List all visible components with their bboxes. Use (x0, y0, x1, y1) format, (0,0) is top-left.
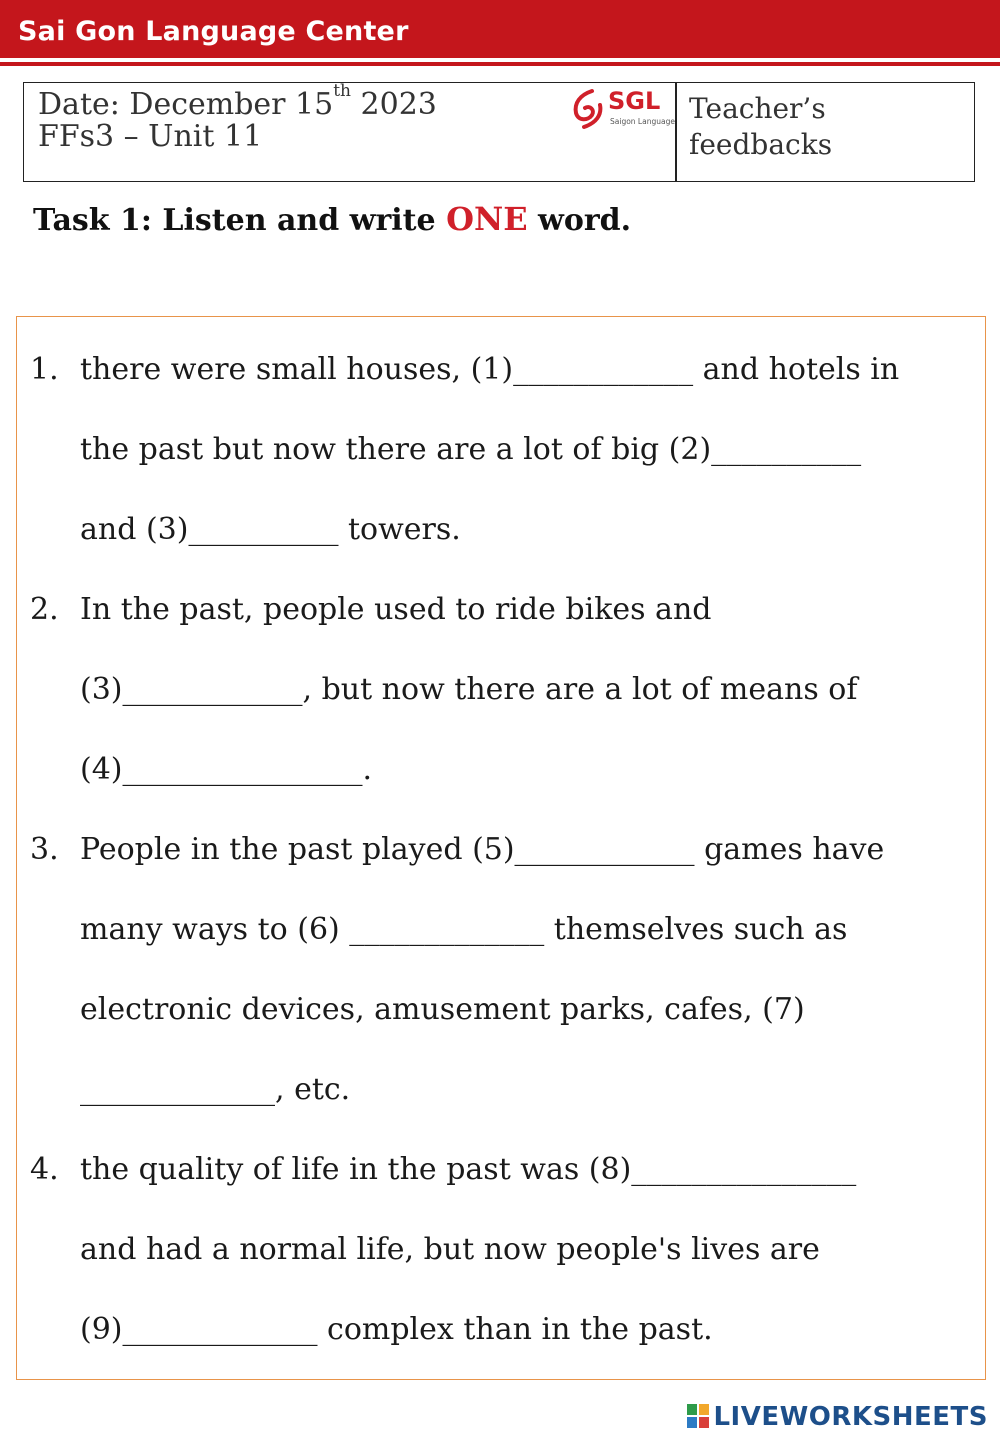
date-year: 2023 (351, 87, 437, 122)
question-2-line-2[interactable]: (3)____________, but now there are a lot of means of (80, 672, 858, 707)
feedback-line-2: feedbacks (689, 128, 833, 161)
question-4-line-3[interactable]: (9)_____________ complex than in the past. (80, 1312, 713, 1347)
question-number: 1. (30, 352, 59, 387)
feedback-line-1: Teacher’s (689, 92, 826, 125)
sgl-swirl-icon (570, 87, 608, 131)
header-column-divider (675, 83, 677, 181)
question-3-line-2[interactable]: many ways to (6) _____________ themselves such as (80, 912, 848, 947)
logo-text: SGL (608, 87, 661, 115)
task-suffix: word. (527, 203, 632, 238)
question-number: 3. (30, 832, 59, 867)
question-number: 4. (30, 1152, 59, 1187)
task-highlight: ONE (446, 200, 528, 238)
question-3-line-4[interactable]: _____________, etc. (80, 1072, 351, 1107)
date-line (38, 81, 437, 123)
question-1-line-2[interactable]: the past but now there are a lot of big (2)__________ (80, 432, 862, 467)
question-2-line-1: In the past, people used to ride bikes and (80, 592, 712, 627)
question-2-line-3[interactable]: (4)________________. (80, 752, 373, 787)
question-4-line-1[interactable]: the quality of life in the past was (8)_______________ (80, 1152, 857, 1187)
header-banner (0, 0, 1000, 58)
liveworksheets-logo-icon (687, 1404, 709, 1428)
unit-label: FFs3 – Unit 11 (38, 119, 263, 154)
question-1-line-3[interactable]: and (3)__________ towers. (80, 512, 461, 547)
date-suffix: th (333, 81, 351, 101)
watermark-text: LIVEWORKSHEETS (713, 1402, 988, 1432)
logo-subtitle: Saigon Language (610, 117, 675, 126)
teacher-feedback-label (689, 91, 832, 163)
liveworksheets-watermark (687, 1402, 988, 1436)
date-text: Date: December 15 (38, 87, 334, 122)
question-4-line-2: and had a normal life, but now people's lives are (80, 1232, 820, 1267)
banner-divider (0, 62, 1000, 66)
question-3-line-3: electronic devices, amusement parks, cafes, (7) (80, 992, 805, 1027)
task-prefix: Task 1: Listen and write (33, 203, 447, 238)
info-header-box (23, 82, 975, 182)
center-name: Sai Gon Language Center (18, 16, 409, 47)
question-3-line-1[interactable]: People in the past played (5)____________ games have (80, 832, 885, 867)
sgl-logo (570, 87, 676, 131)
question-number: 2. (30, 592, 59, 627)
task-title (33, 200, 631, 238)
question-1-line-1[interactable]: there were small houses, (1)____________ and hotels in (80, 352, 900, 387)
